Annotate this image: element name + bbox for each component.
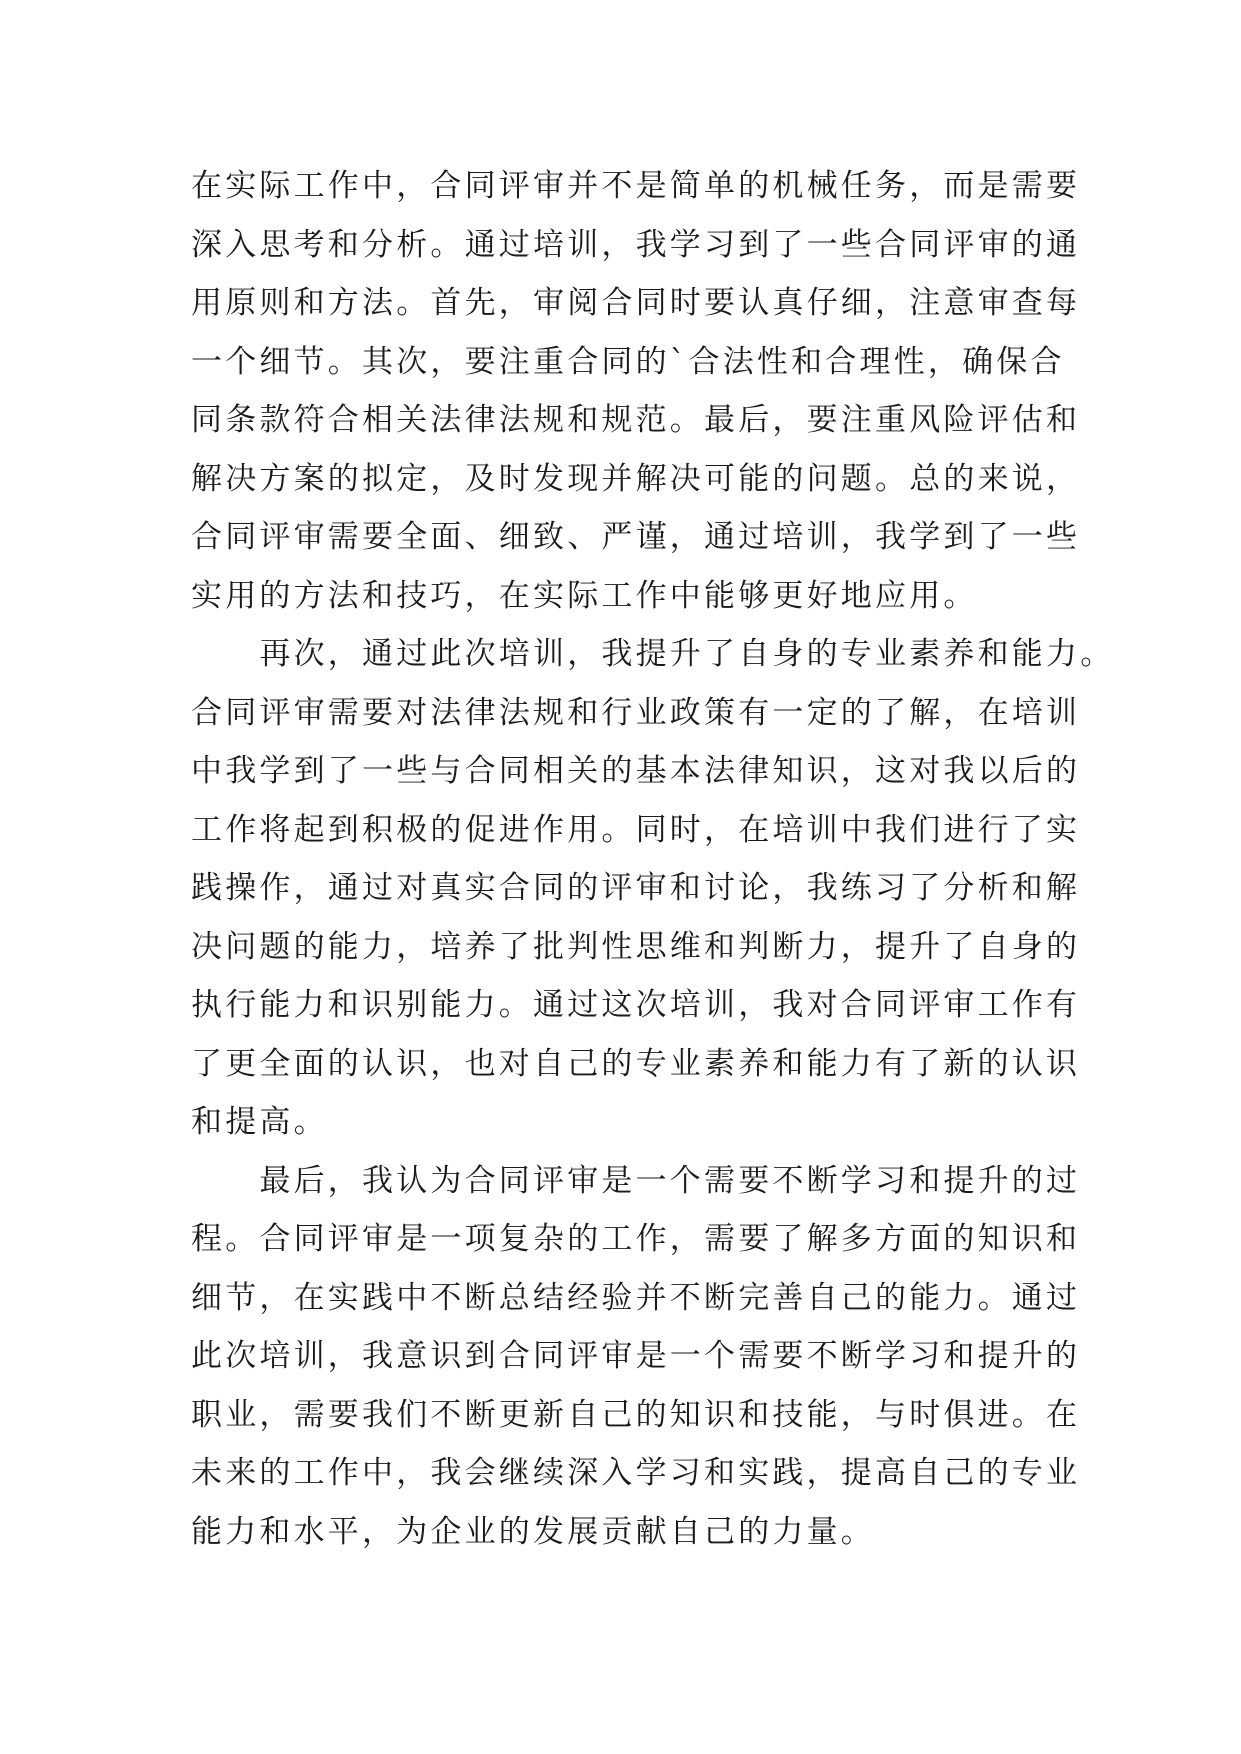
text-line: 合同评审需要对法律法规和行业政策有一定的了解，在培训 [191, 694, 1081, 731]
text-line: 决问题的能力，培养了批判性思维和判断力，提升了自身的 [191, 928, 1081, 965]
text-line: 用原则和方法。首先，审阅合同时要认真仔细，注意审查每 [191, 285, 1081, 321]
text-line: 深入思考和分析。通过培训，我学习到了一些合同评审的通 [191, 226, 1081, 263]
text-line: 最后，我认为合同评审是一个需要不断学习和提升的过 [191, 1162, 1081, 1199]
text-line: 了更全面的认识，也对自己的专业素养和能力有了新的认识 [191, 1045, 1081, 1082]
text-line: 在实际工作中，合同评审并不是简单的机械任务，而是需要 [191, 168, 1081, 204]
text-line: 中我学到了一些与合同相关的基本法律知识，这对我以后的 [191, 753, 1081, 789]
text-line: 再次，通过此次培训，我提升了自身的专业素养和能力。 [191, 636, 1115, 672]
text-line: 此次培训，我意识到合同评审是一个需要不断学习和提升的 [191, 1338, 1081, 1374]
text-line: 解决方案的拟定，及时发现并解决可能的问题。总的来说， [191, 460, 1081, 497]
text-line: 程。合同评审是一项复杂的工作，需要了解多方面的知识和 [191, 1221, 1081, 1257]
text-line: 实用的方法和技巧，在实际工作中能够更好地应用。 [191, 577, 978, 614]
text-line: 践操作，通过对真实合同的评审和讨论，我练习了分析和解 [191, 870, 1081, 906]
document-body [191, 157, 1115, 1561]
text-line: 执行能力和识别能力。通过这次培训，我对合同评审工作有 [191, 987, 1081, 1023]
text-line: 未来的工作中，我会继续深入学习和实践，提高自己的专业 [191, 1455, 1081, 1491]
text-line: 合同评审需要全面、细致、严谨，通过培训，我学到了一些 [191, 519, 1081, 555]
text-line: 同条款符合相关法律法规和规范。最后，要注重风险评估和 [191, 402, 1081, 438]
text-line: 能力和水平，为企业的发展贡献自己的力量。 [191, 1513, 875, 1550]
text-line: 职业，需要我们不断更新自己的知识和技能，与时俱进。在 [191, 1396, 1081, 1433]
text-line: 一个细节。其次，要注重合同的`合法性和合理性，确保合 [191, 343, 1065, 380]
text-line: 和提高。 [191, 1104, 328, 1140]
text-line: 工作将起到积极的促进作用。同时，在培训中我们进行了实 [191, 811, 1081, 848]
text-line: 细节，在实践中不断总结经验并不断完善自己的能力。通过 [191, 1279, 1081, 1316]
